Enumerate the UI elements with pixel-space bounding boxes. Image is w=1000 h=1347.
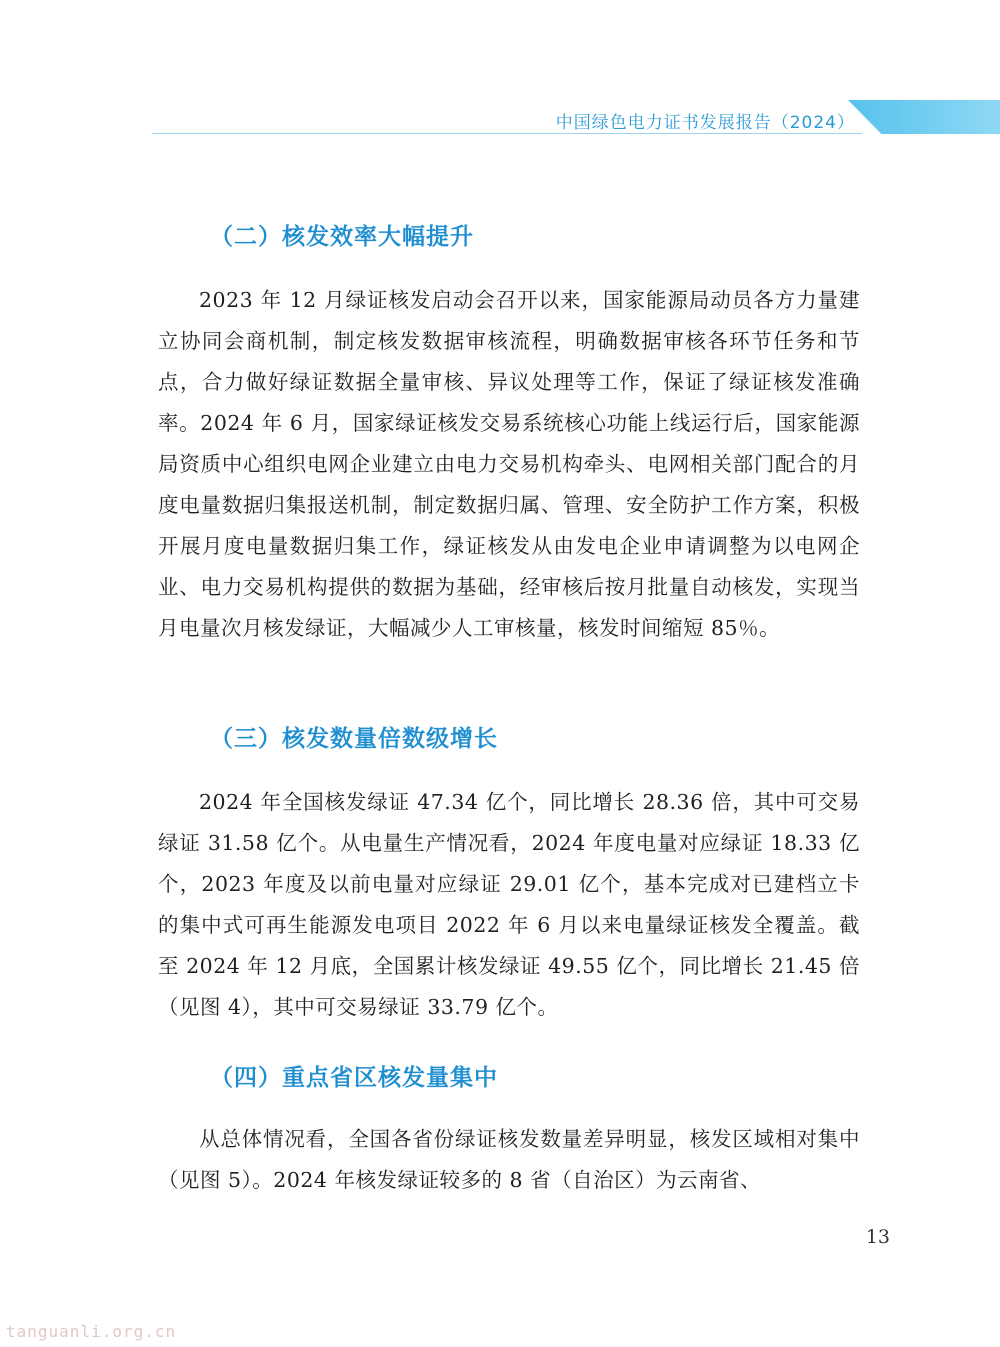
section-paragraph-provinces: 从总体情况看，全国各省份绿证核发数量差异明显，核发区域相对集中（见图 5）。2024 年核发绿证较多的 8 省（自治区）为云南省、 [158,1127,860,1192]
header-accent-tab [848,100,1000,134]
page-number: 13 [865,1226,890,1248]
section-paragraph-efficiency: 2023 年 12 月绿证核发启动会召开以来，国家能源局动员各方力量建立协同会商机制，制定核发数据审核流程，明确数据审核各环节任务和节点，合力做好绿证数据全量审核、异议处理等工作，保证了绿证核发准确率。2024 年 6 月，国家绿证核发交易系统核心功能上线运行后，国家能源局资质中心组织电网企业建立由电力交易机构牵头、电网相关部门配合的月度电量数据归集报送机制，制定数据归属、管理、安全防护工作方案，积极开展月度电量数据归集工作，绿证核发从由发电企业申请调整为以电网企业、电力交易机构提供的数据为基础，经审核后按月批量自动核发，实现当月电量次月核发绿证，大幅减少人工审核量，核发时间缩短 85％。 [158,288,860,640]
section-heading-efficiency: （二）核发效率大幅提升 [210,224,474,250]
header-rule [152,133,862,134]
watermark: tanguanli.org.cn [6,1322,177,1341]
section-paragraph-growth: 2024 年全国核发绿证 47.34 亿个，同比增长 28.36 倍，其中可交易绿证 31.58 亿个。从电量生产情况看，2024 年度电量对应绿证 18.33 亿个，2023 年度及以前电量对应绿证 29.01 亿个，基本完成对已建档立卡的集中式可再生能源发电项目 2022 年 6 月以来电量绿证核发全覆盖。截至 2024 年 12 月底，全国累计核发绿证 49.55 亿个，同比增长 21.45 倍（见图 4），其中可交易绿证 33.79 亿个。 [158,790,860,1019]
section-heading-growth: （三）核发数量倍数级增长 [210,726,498,752]
section-heading-provinces: （四）重点省区核发量集中 [210,1065,498,1091]
header-title: 中国绿色电力证书发展报告（2024） [555,113,855,133]
